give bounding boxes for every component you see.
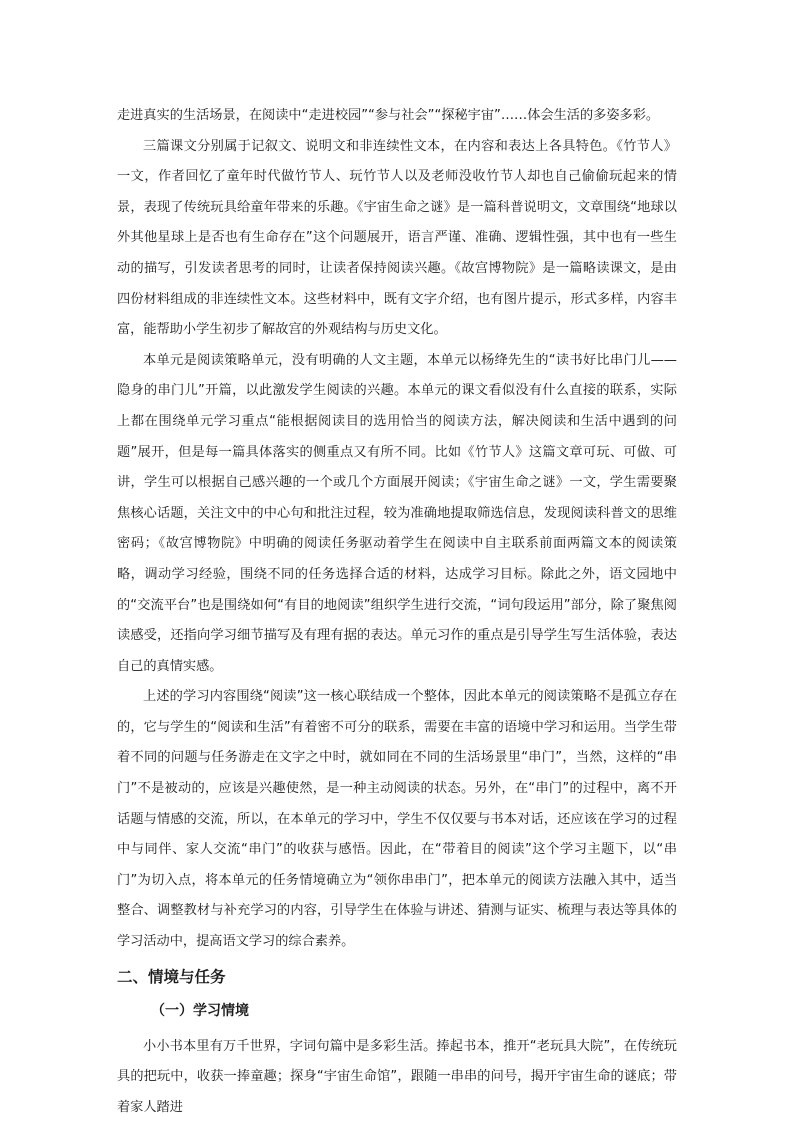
paragraph-continuation: 走进真实的生活场景，在阅读中“走进校园”“参与社会”“探秘宇宙”……体会生活的多姿多彩。 <box>117 108 660 123</box>
subsection-heading: （一）学习情境 <box>151 1002 249 1019</box>
paragraph-learning-situation: 小小书本里有万千世界，字词句篇中是多彩生活。捧起书本，推开“老玩具大院”，在传统玩具的把玩中，收获一捧童趣；探身“宇宙生命馆”，跟随一串串的问号，揭开宇宙生命的谜底；带着家人踏进 <box>117 1038 677 1115</box>
section-heading: 二、情境与任务 <box>117 967 226 986</box>
document-body <box>117 101 677 1123</box>
paragraph-learning-content: 上述的学习内容围绕“阅读”这一核心联结成一个整体，因此本单元的阅读策略不是孤立存在的，它与学生的“阅读和生活”有着密不可分的联系，需要在丰富的语境中学习和运用。当学生带着不同的问题与任务游走在文字之中时，就如同在不同的生活场景里“串门”，当然，这样的“串门”不是被动的，应该是兴趣使然，是一种主动阅读的状态。另外，在“串门”的过程中，离不开话题与情感的交流，所以，在本单元的学习中，学生不仅仅要与书本对话，还应该在学习的过程中与同伴、家人交流“串门”的收获与感悟。因此，在“带着目的阅读”这个学习主题下，以“串门”为切入点，将本单元的任务情境确立为“领你串串门”，把本单元的阅读方法融入其中，适当整合、调整教材与补充学习的内容，引导学生在体验与讲述、猜测与证实、梳理与表达等具体的学习活动中，提高语文学习的综合素养。 <box>117 689 677 950</box>
paragraph-reading-strategy: 本单元是阅读策略单元，没有明确的人文主题，本单元以杨绛先生的“读书好比串门儿——隐身的串门儿”开篇，以此激发学生阅读的兴趣。本单元的课文看似没有什么直接的联系，实际上都在围绕单元学习重点“能根据阅读目的选用恰当的阅读方法，解决阅读和生活中遇到的问题”展开，但是每一篇具体落实的侧重点又有所不同。比如《竹节人》这篇文章可玩、可做、可讲，学生可以根据自己感兴趣的一个或几个方面展开阅读；《宇宙生命之谜》一文，学生需要聚焦核心话题，关注文中的中心句和批注过程，较为准确地提取筛选信息，发现阅读科普文的思维密码；《故宫博物院》中明确的阅读任务驱动着学生在阅读中自主联系前面两篇文本的阅读策略，调动学习经验，围绕不同的任务选择合适的材料，达成学习目标。除此之外，语文园地中的“交流平台”也是围绕如何“有目的地阅读”组织学生进行交流，“词句段运用”部分，除了聚焦阅读感受，还指向学习细节描写及有理有据的表达。单元习作的重点是引导学生写生活体验，表达自己的真情实感。 <box>117 352 677 674</box>
paragraph-texts-overview: 三篇课文分别属于记叙文、说明文和非连续性文本，在内容和表达上各具特色。《竹节人》一文，作者回忆了童年时代做竹节人、玩竹节人以及老师没收竹节人却也自己偷偷玩起来的情景，表现了传统玩具给童年带来的乐趣。《宇宙生命之谜》是一篇科普说明文，文章围绕“地球以外其他星球上是否也有生命存在”这个问题展开，语言严谨、准确、逻辑性强，其中也有一些生动的描写，引发读者思考的同时，让读者保持阅读兴趣。《故宫博物院》是一篇略读课文，是由四份材料组成的非连续性文本。这些材料中，既有文字介绍，也有图片提示，形式多样，内容丰富，能帮助小学生初步了解故宫的外观结构与历史文化。 <box>117 138 677 338</box>
